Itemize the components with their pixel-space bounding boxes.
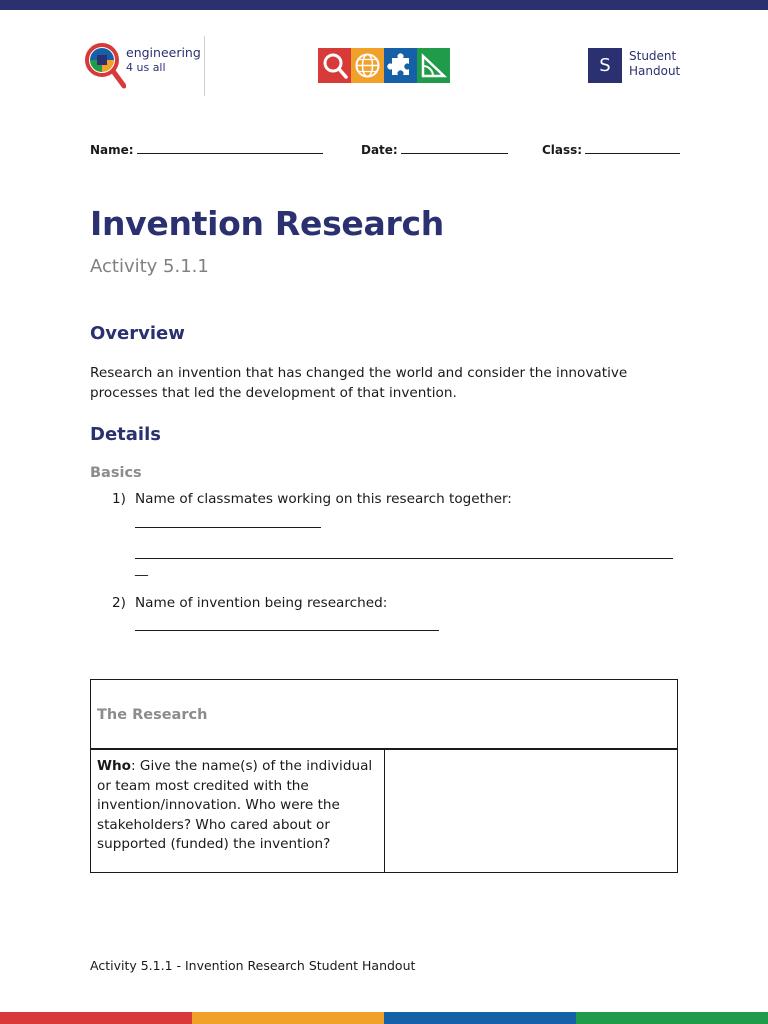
who-answer-cell[interactable]	[385, 750, 677, 872]
badge-text-student: Student	[629, 49, 677, 63]
class-blank-line[interactable]	[585, 141, 680, 154]
bottom-bar-orange	[192, 1012, 384, 1024]
research-table-header	[91, 680, 677, 750]
activity-icon-strip	[318, 48, 450, 83]
who-description: : Give the name(s) of the individual or team most credited with the invention/innovation. Who were the stakeholders? Who cared about or supported (funded) the invention?	[97, 758, 373, 853]
basics-subheading: Basics	[90, 465, 142, 481]
question-2-answer-line[interactable]	[135, 630, 439, 631]
bottom-color-bar	[0, 1012, 768, 1024]
student-badge-letter: S	[588, 48, 622, 83]
page-title: Invention Research	[90, 204, 444, 243]
logo-divider	[204, 36, 205, 96]
page-footer: Activity 5.1.1 - Invention Research Student Handout	[90, 958, 416, 973]
magnifier-gear-logo-icon	[82, 40, 126, 92]
question-1-answer-line-tail: __	[135, 562, 148, 577]
question-1-number: 1)	[112, 491, 126, 507]
who-prompt-cell	[91, 750, 385, 872]
overview-text: Research an invention that has changed the world and consider the innovative processes that led the development of that invention.	[90, 365, 628, 401]
logo-word-engineering: engineering	[126, 45, 201, 60]
protractor-icon	[417, 48, 450, 83]
details-heading: Details	[90, 424, 161, 445]
research-table-heading: The Research	[97, 707, 208, 723]
logo-word-4-us-all: 4 us all	[126, 61, 166, 74]
date-field	[361, 141, 508, 157]
overview-heading: Overview	[90, 323, 185, 344]
page-subtitle: Activity 5.1.1	[90, 256, 209, 277]
date-blank-line[interactable]	[401, 141, 508, 154]
question-2-text: Name of invention being researched:	[135, 595, 388, 611]
date-label: Date:	[361, 143, 398, 157]
puzzle-icon	[384, 48, 417, 83]
class-label: Class:	[542, 143, 583, 157]
question-2-number: 2)	[112, 595, 126, 611]
who-label: Who	[97, 758, 132, 774]
badge-text-handout: Handout	[629, 64, 681, 78]
question-1-answer-line-1[interactable]	[135, 527, 321, 528]
class-field	[542, 141, 680, 157]
question-1-text: Name of classmates working on this research together:	[135, 491, 512, 507]
research-table	[90, 679, 678, 873]
bottom-bar-green	[576, 1012, 768, 1024]
name-blank-line[interactable]	[137, 141, 323, 154]
bottom-bar-blue	[384, 1012, 576, 1024]
who-prompt-text	[97, 757, 379, 855]
top-color-bar	[0, 0, 768, 10]
globe-icon	[351, 48, 384, 83]
name-label: Name:	[90, 143, 134, 157]
engineering-4-us-all-logo	[80, 36, 206, 96]
name-field	[90, 141, 323, 157]
magnifier-icon	[318, 48, 351, 83]
bottom-bar-red	[0, 1012, 192, 1024]
question-1-answer-line-2[interactable]	[135, 558, 673, 559]
